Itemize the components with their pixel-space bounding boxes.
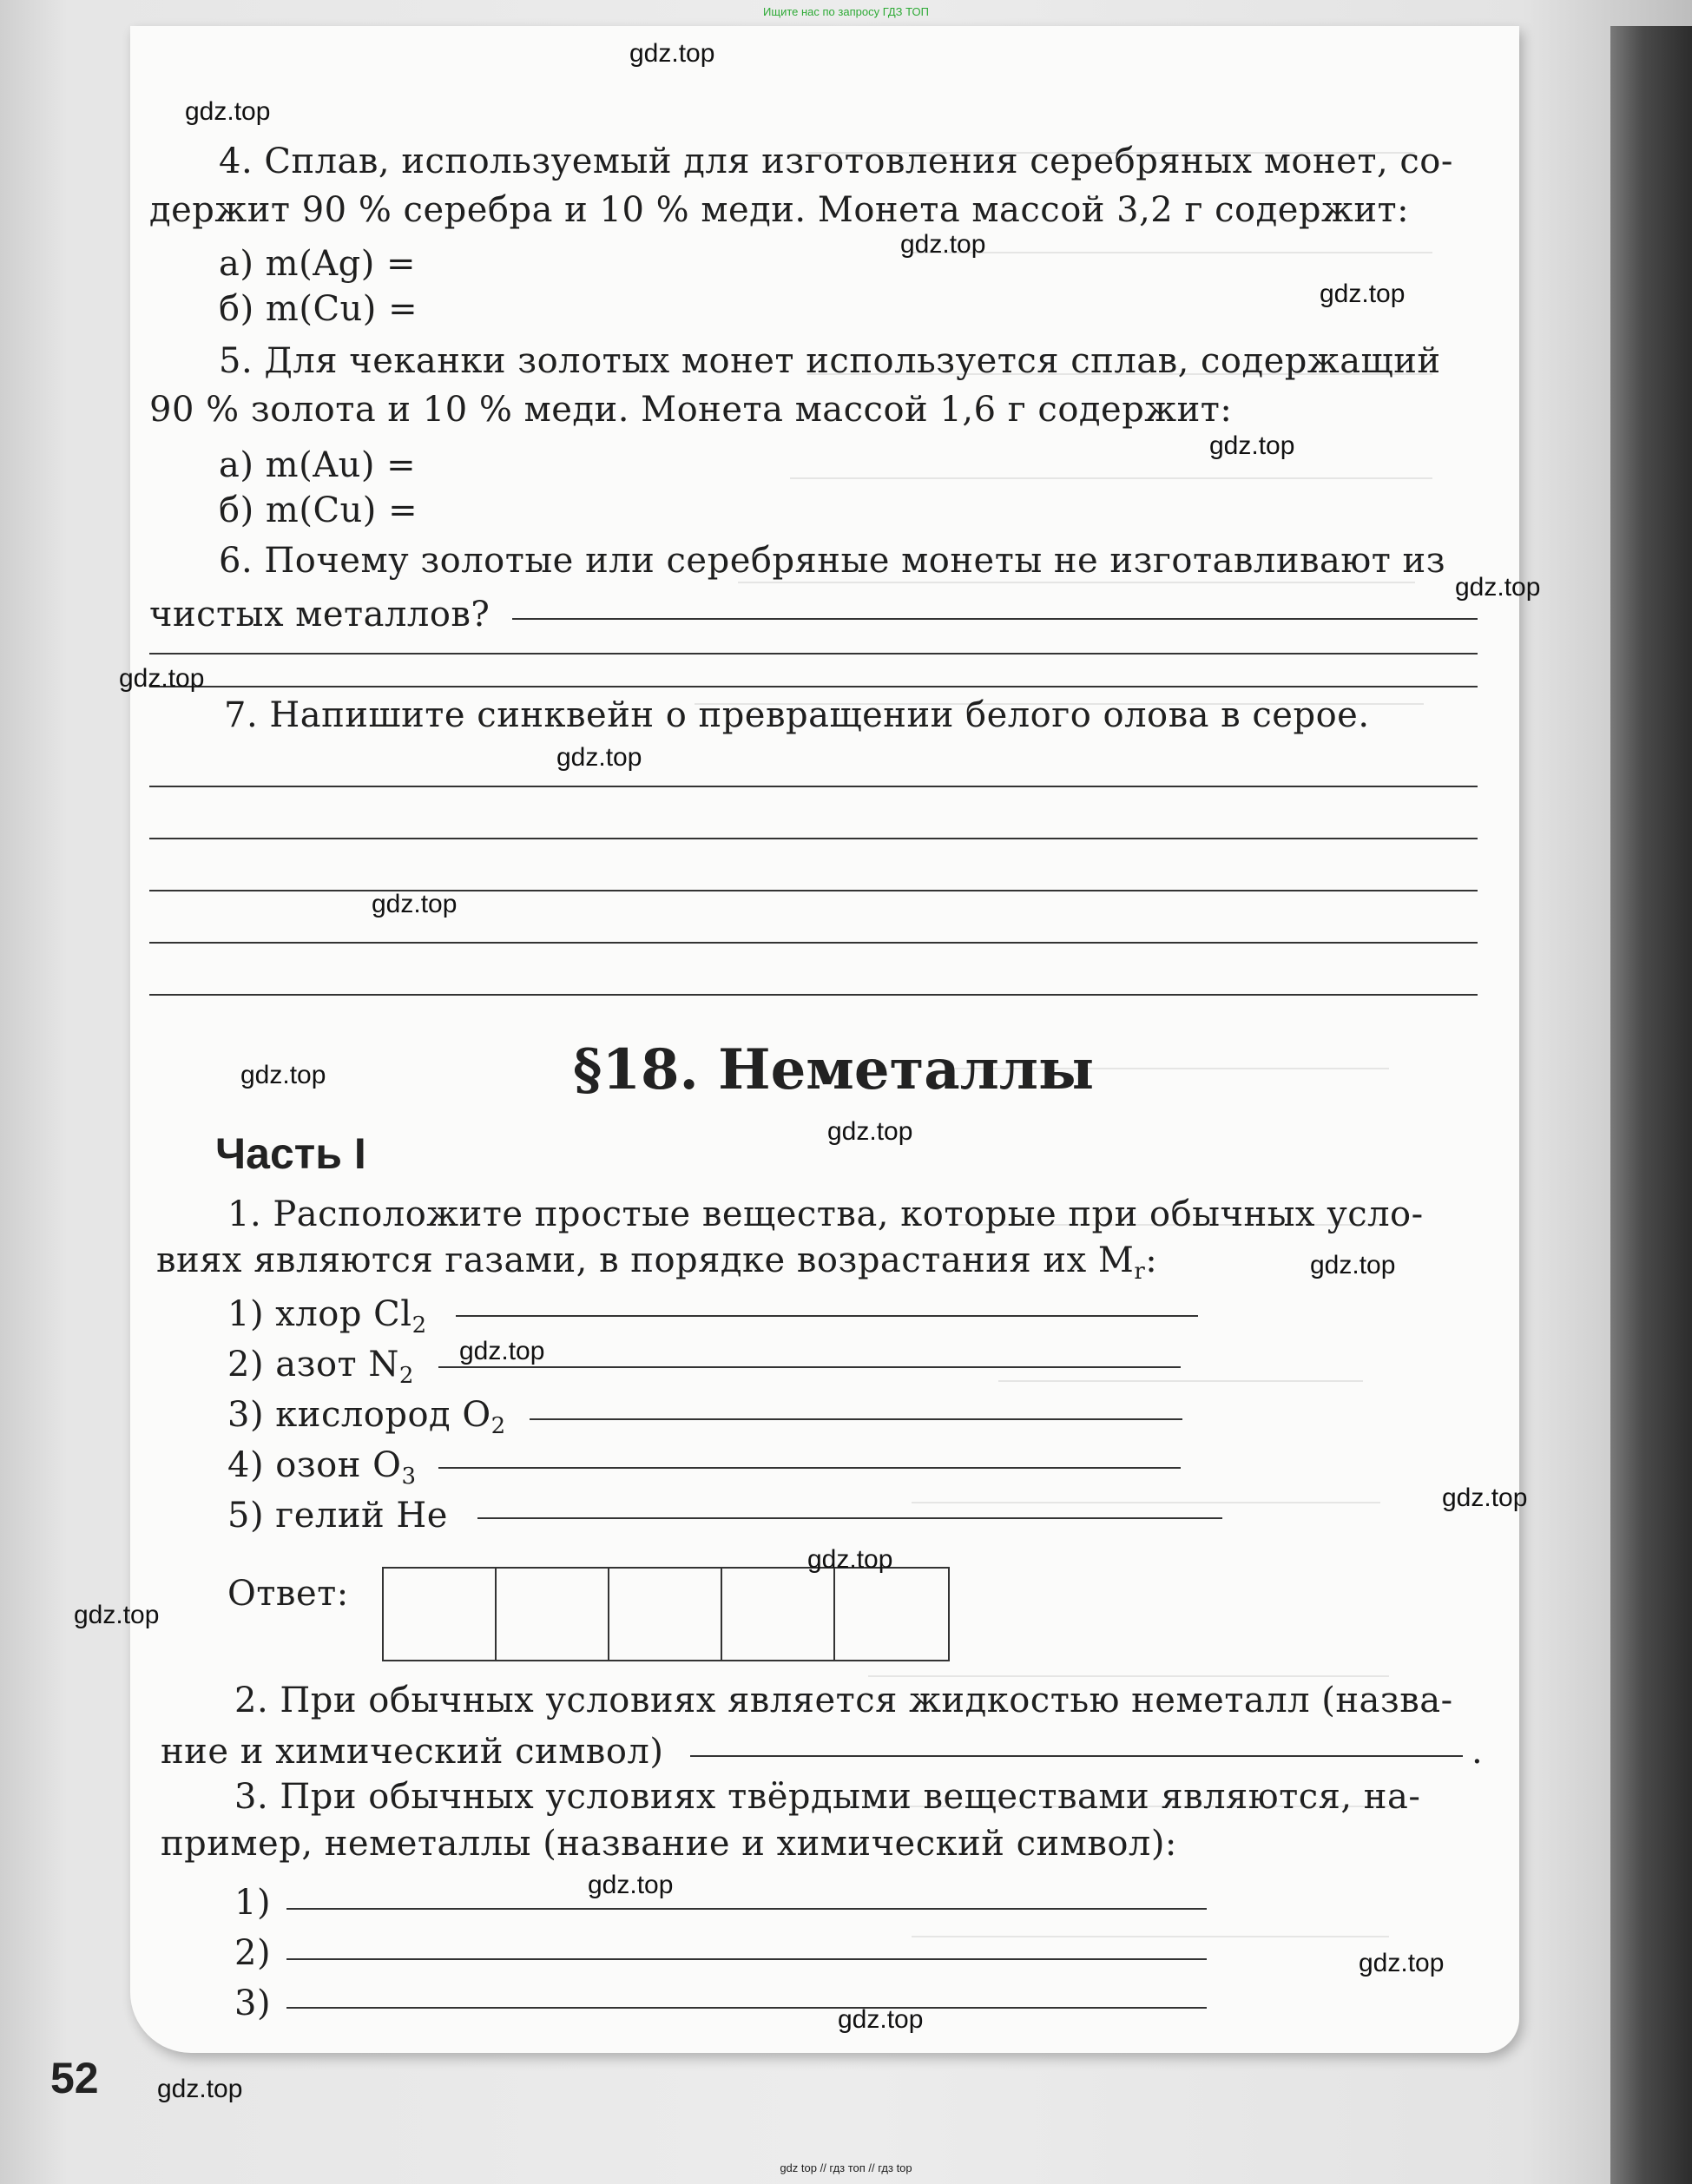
watermark-10[interactable]: gdz.top [240, 1061, 326, 1089]
answer-cell-4[interactable] [722, 1569, 835, 1660]
q1-item-3-formula: O [462, 1395, 491, 1435]
q3-line-3[interactable] [286, 2007, 1207, 2009]
q1-line-2[interactable] [438, 1366, 1181, 1368]
q2-line2: ние и химический символ) [161, 1732, 664, 1772]
q1-item-2 [227, 1344, 414, 1397]
watermark-1[interactable]: gdz.top [629, 39, 715, 68]
q1-item-5 [227, 1495, 448, 1536]
answer-line-7d[interactable] [149, 942, 1478, 944]
q1-item-1-num: 1) [227, 1294, 265, 1334]
task5-a: а) m(Au) = [219, 445, 417, 485]
watermark-18[interactable]: gdz.top [1359, 1949, 1445, 1977]
q1-item-5-num: 5) [227, 1496, 265, 1536]
part-title: Часть I [215, 1129, 366, 1178]
q1-line2 [156, 1240, 1157, 1293]
q1-answer-label: Ответ: [227, 1574, 349, 1614]
answer-line-6a[interactable] [512, 618, 1478, 620]
q1-line-4[interactable] [438, 1467, 1181, 1469]
q1-item-3-num: 3) [227, 1395, 265, 1435]
q1-item-5-formula: He [396, 1496, 448, 1536]
q3-item-3: 3) [234, 1983, 272, 2023]
answer-line-6b[interactable] [149, 653, 1478, 655]
q1-item-4-formula: O [372, 1445, 402, 1485]
q2-answer-line[interactable] [690, 1755, 1463, 1757]
task4-line1: 4. Сплав, используемый для изготовления серебряных монет, со- [219, 141, 1453, 181]
watermark-16[interactable]: gdz.top [74, 1601, 160, 1629]
watermark-11[interactable]: gdz.top [827, 1117, 913, 1146]
q3-line1: 3. При обычных условиях твёрдыми веществами являются, на- [234, 1777, 1421, 1817]
q1-item-5-name: гелий [275, 1496, 385, 1536]
q1-item-2-name: азот [275, 1345, 358, 1385]
q1-item-4-sub: 3 [401, 1464, 417, 1490]
q3-line-2[interactable] [286, 1958, 1207, 1960]
task5-line2: 90 % золота и 10 % меди. Монета массой 1,6 г содержит: [149, 390, 1233, 430]
q2-line1: 2. При обычных условиях является жидкостью неметалл (назва- [234, 1681, 1453, 1720]
q1-item-2-num: 2) [227, 1345, 265, 1385]
watermark-20[interactable]: gdz.top [157, 2075, 243, 2103]
q1-line-1[interactable] [456, 1315, 1198, 1317]
answer-line-6c[interactable] [149, 686, 1478, 687]
answer-cell-2[interactable] [497, 1569, 609, 1660]
task4-line2: держит 90 % серебра и 10 % меди. Монета массой 3,2 г содержит: [149, 190, 1410, 230]
q3-line2: пример, неметаллы (название и химический символ): [161, 1824, 1177, 1864]
watermark-19[interactable]: gdz.top [838, 2005, 924, 2034]
q3-item-2: 2) [234, 1933, 272, 1973]
answer-cell-5[interactable] [835, 1569, 948, 1660]
answer-cell-3[interactable] [609, 1569, 722, 1660]
book-spine-edge [1610, 26, 1692, 2184]
q1-item-1-name: хлор [275, 1294, 362, 1334]
q1-item-3-sub: 2 [490, 1413, 506, 1439]
watermark-8[interactable]: gdz.top [556, 743, 642, 772]
watermark-2[interactable]: gdz.top [185, 97, 271, 126]
q1-item-3 [227, 1394, 506, 1447]
q1-item-2-sub: 2 [398, 1363, 414, 1389]
bottom-banner[interactable]: gdz top // гдз топ // гдз top [780, 2161, 912, 2174]
answer-cell-1[interactable] [384, 1569, 497, 1660]
watermark-3[interactable]: gdz.top [900, 230, 986, 259]
answer-line-7c[interactable] [149, 890, 1478, 891]
answer-line-7a[interactable] [149, 786, 1478, 787]
q1-item-3-name: кислород [275, 1395, 451, 1435]
q1-line-3[interactable] [530, 1418, 1182, 1420]
page-number: 52 [50, 2054, 99, 2102]
task6-line1: 6. Почему золотые или серебряные монеты не изготавливают из [219, 541, 1446, 581]
answer-line-7b[interactable] [149, 838, 1478, 839]
watermark-14[interactable]: gdz.top [1442, 1483, 1528, 1512]
task5-line1: 5. Для чеканки золотых монет используется сплав, содержащий [219, 341, 1441, 381]
watermark-13[interactable]: gdz.top [459, 1337, 545, 1365]
section-title: §18. Неметаллы [573, 1037, 1095, 1102]
q1-item-4-num: 4) [227, 1445, 265, 1485]
watermark-7[interactable]: gdz.top [119, 664, 205, 693]
q1-item-4-name: озон [275, 1445, 361, 1485]
q1-item-1-sub: 2 [411, 1312, 427, 1339]
watermark-4[interactable]: gdz.top [1320, 280, 1406, 308]
q1-line2-sub: r [1134, 1259, 1146, 1285]
q1-item-4 [227, 1444, 416, 1497]
watermark-12[interactable]: gdz.top [1310, 1251, 1396, 1279]
q1-item-1 [227, 1293, 427, 1346]
q3-line-1[interactable] [286, 1908, 1207, 1910]
task4-b: б) m(Cu) = [219, 289, 418, 329]
q1-line2-end: : [1145, 1240, 1158, 1280]
watermark-6[interactable]: gdz.top [1455, 573, 1541, 602]
q1-line1: 1. Расположите простые вещества, которые при обычных усло- [227, 1194, 1424, 1234]
top-banner[interactable]: Ищите нас по запросу ГДЗ ТОП [763, 5, 929, 18]
q3-item-1: 1) [234, 1883, 272, 1923]
task7-text: 7. Напишите синквейн о превращении белого олова в серое. [224, 695, 1370, 735]
answer-line-7e[interactable] [149, 994, 1478, 996]
watermark-17[interactable]: gdz.top [588, 1871, 674, 1899]
watermark-9[interactable]: gdz.top [372, 890, 458, 918]
q1-answer-grid [382, 1567, 950, 1661]
task4-a: а) m(Ag) = [219, 244, 417, 284]
q2-line2-end: . [1471, 1732, 1484, 1772]
q1-item-2-formula: N [368, 1345, 399, 1385]
watermark-15[interactable]: gdz.top [807, 1545, 893, 1574]
task6-line2: чистых металлов? [149, 595, 490, 635]
task5-b: б) m(Cu) = [219, 490, 418, 530]
watermark-5[interactable]: gdz.top [1209, 431, 1295, 460]
q1-item-1-formula: Cl [373, 1294, 412, 1334]
q1-line-5[interactable] [477, 1517, 1222, 1519]
q1-line2-text: виях являются газами, в порядке возрастания их M [156, 1240, 1135, 1280]
